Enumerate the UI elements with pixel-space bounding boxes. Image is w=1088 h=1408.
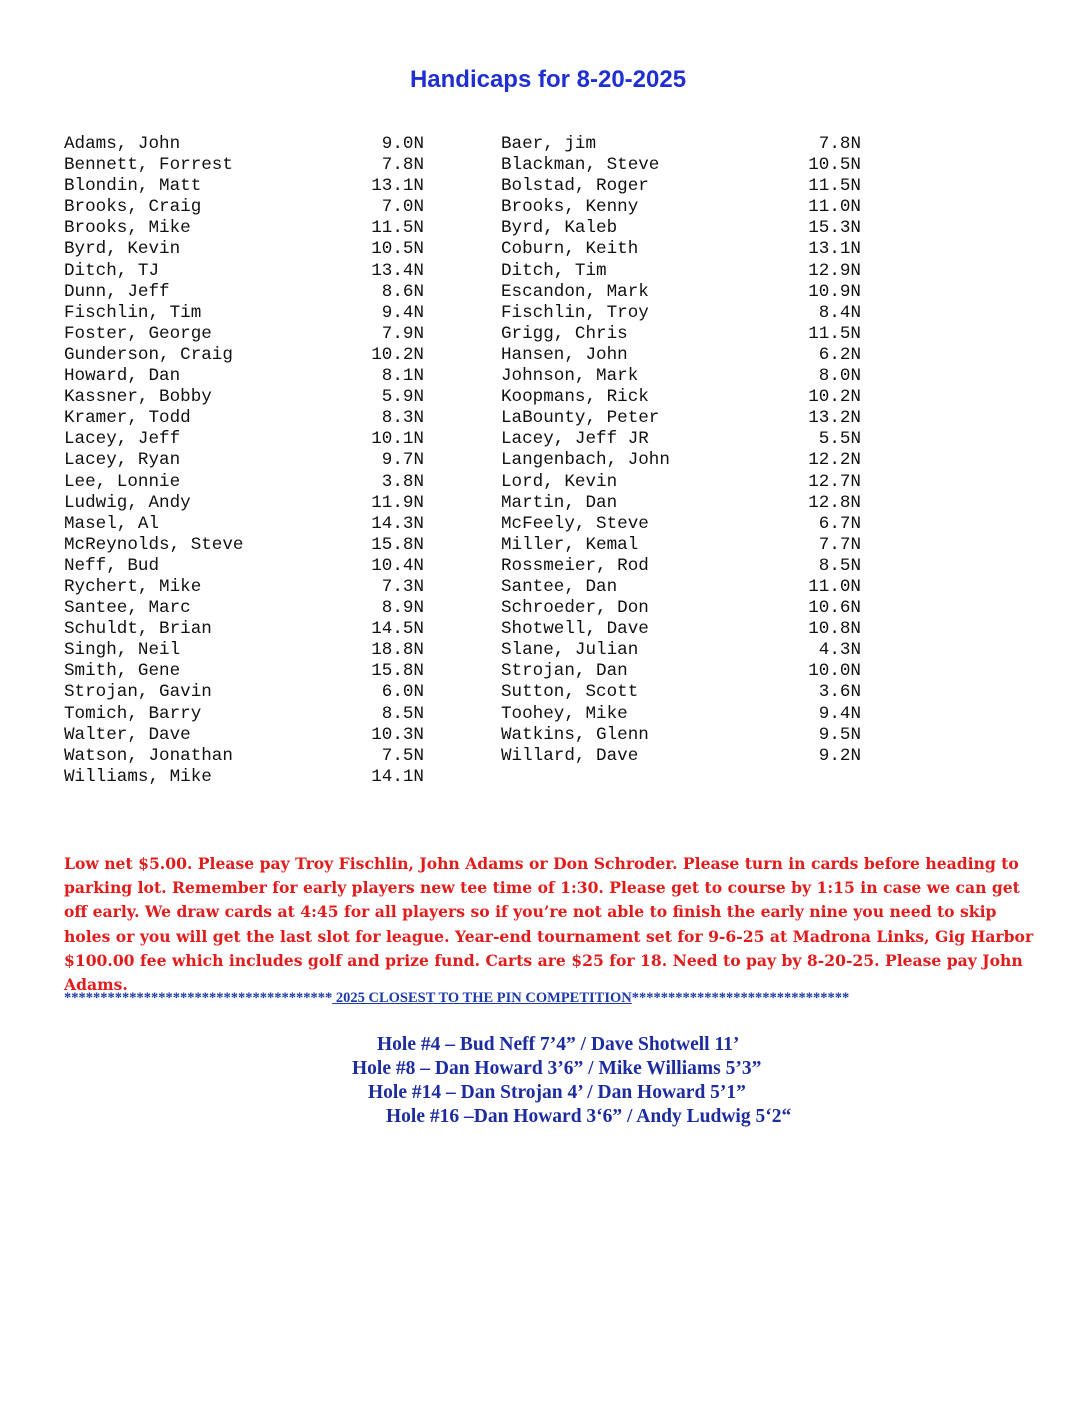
- player-handicap: 11.9N: [371, 492, 424, 513]
- handicap-row: [501, 134, 861, 155]
- closest-to-pin-header: [64, 990, 1064, 1007]
- player-handicap: 6.2N: [818, 344, 861, 365]
- player-name: Walter, Dave: [64, 724, 191, 745]
- handicap-row: [501, 324, 861, 345]
- handicap-row: [64, 472, 424, 493]
- player-name: Blondin, Matt: [64, 176, 202, 197]
- handicap-row: [64, 345, 424, 366]
- handicap-row: [501, 661, 861, 682]
- handicap-row: [64, 725, 424, 746]
- handicap-row: [501, 261, 861, 282]
- player-name: Koopmans, Rick: [501, 387, 649, 408]
- player-handicap: 8.4N: [818, 302, 861, 323]
- player-name: Slane, Julian: [501, 640, 639, 661]
- player-handicap: 10.0N: [808, 661, 861, 682]
- handicap-row: [501, 725, 861, 746]
- player-handicap: 10.2N: [808, 387, 861, 408]
- player-handicap: 8.5N: [818, 555, 861, 576]
- player-handicap: 7.9N: [381, 323, 424, 344]
- player-handicap: 12.7N: [808, 471, 861, 492]
- player-handicap: 7.0N: [381, 197, 424, 218]
- page-title: Handicaps for 8-20-2025: [409, 66, 687, 93]
- handicap-row: [64, 661, 424, 682]
- player-handicap: 12.2N: [808, 450, 861, 471]
- player-name: Sutton, Scott: [501, 682, 639, 703]
- player-name: Ludwig, Andy: [64, 492, 191, 513]
- handicap-row: [501, 619, 861, 640]
- player-name: Willard, Dave: [501, 745, 639, 766]
- player-handicap: 13.4N: [371, 260, 424, 281]
- handicap-row: [64, 387, 424, 408]
- player-name: Ditch, TJ: [64, 260, 160, 281]
- player-handicap: 15.8N: [371, 661, 424, 682]
- player-handicap: 3.6N: [818, 682, 861, 703]
- player-name: Lacey, Jeff JR: [501, 429, 649, 450]
- player-handicap: 8.3N: [381, 408, 424, 429]
- handicap-row: [501, 282, 861, 303]
- player-name: Tomich, Barry: [64, 703, 202, 724]
- player-name: Schuldt, Brian: [64, 619, 212, 640]
- player-name: Toohey, Mike: [501, 703, 628, 724]
- player-name: Fischlin, Tim: [64, 302, 202, 323]
- player-handicap: 10.8N: [808, 619, 861, 640]
- player-name: Adams, John: [64, 134, 181, 154]
- player-name: Byrd, Kaleb: [501, 218, 618, 239]
- handicap-row: [64, 324, 424, 345]
- handicap-row: [64, 303, 424, 324]
- handicap-row: [501, 303, 861, 324]
- handicap-row: [501, 682, 861, 703]
- ctp-hole-16: Hole #16 –Dan Howard 3‘6” / Andy Ludwig 5‘2“: [386, 1106, 792, 1127]
- handicap-row: [64, 239, 424, 260]
- handicap-row: [64, 577, 424, 598]
- player-name: Strojan, Gavin: [64, 682, 212, 703]
- player-name: Byrd, Kevin: [64, 239, 181, 260]
- player-handicap: 11.0N: [808, 197, 861, 218]
- player-name: Miller, Kemal: [501, 534, 639, 555]
- player-name: Martin, Dan: [501, 492, 618, 513]
- ctp-hole-8: Hole #8 – Dan Howard 3’6” / Mike Williams 5’3”: [352, 1058, 762, 1079]
- handicap-row: [64, 450, 424, 471]
- handicap-row: [64, 176, 424, 197]
- player-name: Schroeder, Don: [501, 598, 649, 619]
- handicap-row: [501, 387, 861, 408]
- player-name: Singh, Neil: [64, 640, 181, 661]
- handicap-row: [64, 746, 424, 767]
- handicap-row: [501, 577, 861, 598]
- player-name: Brooks, Craig: [64, 197, 202, 218]
- handicap-row: [64, 408, 424, 429]
- player-name: Williams, Mike: [64, 766, 212, 787]
- handicap-row: [64, 514, 424, 535]
- player-handicap: 4.3N: [818, 640, 861, 661]
- handicap-row: [64, 218, 424, 239]
- handicap-row: [64, 282, 424, 303]
- handicap-list-left: [64, 134, 424, 788]
- player-handicap: 13.2N: [808, 408, 861, 429]
- player-handicap: 9.0N: [381, 134, 424, 154]
- player-name: LaBounty, Peter: [501, 408, 660, 429]
- handicap-row: [501, 493, 861, 514]
- player-handicap: 10.4N: [371, 555, 424, 576]
- ctp-heading: 2025 CLOSEST TO THE PIN COMPETITION: [332, 990, 632, 1006]
- player-name: Santee, Marc: [64, 598, 191, 619]
- player-name: Kassner, Bobby: [64, 387, 212, 408]
- handicap-row: [64, 619, 424, 640]
- player-name: Escandon, Mark: [501, 281, 649, 302]
- player-name: Shotwell, Dave: [501, 619, 649, 640]
- player-handicap: 13.1N: [808, 239, 861, 260]
- player-name: Kramer, Todd: [64, 408, 191, 429]
- handicap-row: [501, 535, 861, 556]
- player-name: Johnson, Mark: [501, 366, 639, 387]
- player-handicap: 9.7N: [381, 450, 424, 471]
- handicap-row: [64, 535, 424, 556]
- player-name: Foster, George: [64, 323, 212, 344]
- player-name: Smith, Gene: [64, 661, 181, 682]
- handicap-row: [501, 408, 861, 429]
- player-name: Neff, Bud: [64, 555, 160, 576]
- handicap-row: [64, 155, 424, 176]
- player-handicap: 11.0N: [808, 576, 861, 597]
- handicap-row: [501, 514, 861, 535]
- handicap-row: [501, 472, 861, 493]
- player-handicap: 10.5N: [371, 239, 424, 260]
- player-handicap: 13.1N: [371, 176, 424, 197]
- handicap-row: [64, 598, 424, 619]
- player-handicap: 10.2N: [371, 344, 424, 365]
- player-name: Hansen, John: [501, 344, 628, 365]
- player-name: Brooks, Kenny: [501, 197, 639, 218]
- player-handicap: 14.1N: [371, 766, 424, 787]
- player-handicap: 18.8N: [371, 640, 424, 661]
- handicap-row: [501, 366, 861, 387]
- player-handicap: 11.5N: [371, 218, 424, 239]
- player-name: McFeely, Steve: [501, 513, 649, 534]
- player-handicap: 5.5N: [818, 429, 861, 450]
- player-name: Ditch, Tim: [501, 260, 607, 281]
- player-handicap: 7.5N: [381, 745, 424, 766]
- player-handicap: 11.5N: [808, 176, 861, 197]
- player-name: Bolstad, Roger: [501, 176, 649, 197]
- handicap-row: [64, 682, 424, 703]
- handicap-row: [64, 767, 424, 788]
- player-handicap: 6.7N: [818, 513, 861, 534]
- player-name: Rychert, Mike: [64, 576, 202, 597]
- player-handicap: 5.9N: [381, 387, 424, 408]
- player-name: Lord, Kevin: [501, 471, 618, 492]
- player-handicap: 11.5N: [808, 323, 861, 344]
- player-name: Howard, Dan: [64, 366, 181, 387]
- player-name: Blackman, Steve: [501, 155, 660, 176]
- player-name: Lacey, Jeff: [64, 429, 181, 450]
- player-name: Langenbach, John: [501, 450, 670, 471]
- player-name: Bennett, Forrest: [64, 155, 233, 176]
- player-name: Grigg, Chris: [501, 323, 628, 344]
- player-name: Gunderson, Craig: [64, 344, 233, 365]
- handicap-row: [64, 429, 424, 450]
- player-name: Masel, Al: [64, 513, 160, 534]
- handicap-row: [501, 640, 861, 661]
- player-name: Coburn, Keith: [501, 239, 639, 260]
- player-name: Watkins, Glenn: [501, 724, 649, 745]
- handicap-row: [501, 746, 861, 767]
- player-handicap: 8.6N: [381, 281, 424, 302]
- player-handicap: 10.5N: [808, 155, 861, 176]
- player-handicap: 14.5N: [371, 619, 424, 640]
- player-handicap: 8.5N: [381, 703, 424, 724]
- player-handicap: 10.3N: [371, 724, 424, 745]
- player-handicap: 10.9N: [808, 281, 861, 302]
- handicap-row: [64, 261, 424, 282]
- player-handicap: 15.3N: [808, 218, 861, 239]
- handicap-row: [501, 218, 861, 239]
- player-handicap: 3.8N: [381, 471, 424, 492]
- player-handicap: 6.0N: [381, 682, 424, 703]
- player-handicap: 12.9N: [808, 260, 861, 281]
- player-name: Lacey, Ryan: [64, 450, 181, 471]
- player-name: McReynolds, Steve: [64, 534, 244, 555]
- ctp-stars-right: ******************************: [631, 990, 850, 1006]
- handicap-row: [64, 366, 424, 387]
- player-name: Strojan, Dan: [501, 661, 628, 682]
- handicap-row: [501, 176, 861, 197]
- player-handicap: 7.8N: [818, 134, 861, 154]
- player-handicap: 9.4N: [818, 703, 861, 724]
- player-name: Brooks, Mike: [64, 218, 191, 239]
- player-name: Rossmeier, Rod: [501, 555, 649, 576]
- player-handicap: 7.8N: [381, 155, 424, 176]
- player-handicap: 7.7N: [818, 534, 861, 555]
- handicap-row: [501, 450, 861, 471]
- player-name: Fischlin, Troy: [501, 302, 649, 323]
- player-handicap: 9.4N: [381, 302, 424, 323]
- handicap-row: [501, 556, 861, 577]
- handicap-row: [64, 134, 424, 155]
- handicap-row: [501, 598, 861, 619]
- handicap-row: [501, 155, 861, 176]
- ctp-hole-4: Hole #4 – Bud Neff 7’4” / Dave Shotwell 11’: [377, 1034, 740, 1055]
- handicap-row: [64, 704, 424, 725]
- handicap-row: [501, 345, 861, 366]
- player-name: Watson, Jonathan: [64, 745, 233, 766]
- handicap-row: [64, 640, 424, 661]
- player-name: Baer, jim: [501, 134, 597, 154]
- league-notice: Low net $5.00. Please pay Troy Fischlin, John Adams or Don Schroder. Please turn in cards before heading to parking lot. Remember for early players new tee time of 1:30. Please get to course by 1:15 in case we can get off early. We draw cards at 4:45 for all players so if you’re not able to finish the early nine you need to skip holes or you will get the last slot for league. Year-end tournament set for 9-6-25 at Madrona Links, Gig Harbor $100.00 fee which includes golf and prize fund. Carts are $25 for 18. Need to pay by 8-20-25. Please pay John Adams.: [64, 854, 1034, 995]
- ctp-hole-14: Hole #14 – Dan Strojan 4’ / Dan Howard 5’1”: [368, 1082, 746, 1103]
- ctp-stars-left: *************************************: [64, 990, 333, 1006]
- player-name: Lee, Lonnie: [64, 471, 181, 492]
- handicap-row: [64, 556, 424, 577]
- player-handicap: 12.8N: [808, 492, 861, 513]
- player-handicap: 8.1N: [381, 366, 424, 387]
- player-handicap: 9.5N: [818, 724, 861, 745]
- player-handicap: 8.9N: [381, 598, 424, 619]
- handicap-list-right: [501, 134, 861, 767]
- player-handicap: 14.3N: [371, 513, 424, 534]
- player-handicap: 15.8N: [371, 534, 424, 555]
- player-handicap: 7.3N: [381, 576, 424, 597]
- player-handicap: 10.1N: [371, 429, 424, 450]
- handicap-row: [64, 197, 424, 218]
- player-name: Dunn, Jeff: [64, 281, 170, 302]
- player-handicap: 8.0N: [818, 366, 861, 387]
- player-name: Santee, Dan: [501, 576, 618, 597]
- player-handicap: 9.2N: [818, 745, 861, 766]
- handicap-row: [501, 429, 861, 450]
- handicap-row: [64, 493, 424, 514]
- handicap-row: [501, 239, 861, 260]
- player-handicap: 10.6N: [808, 598, 861, 619]
- handicap-row: [501, 704, 861, 725]
- handicap-row: [501, 197, 861, 218]
